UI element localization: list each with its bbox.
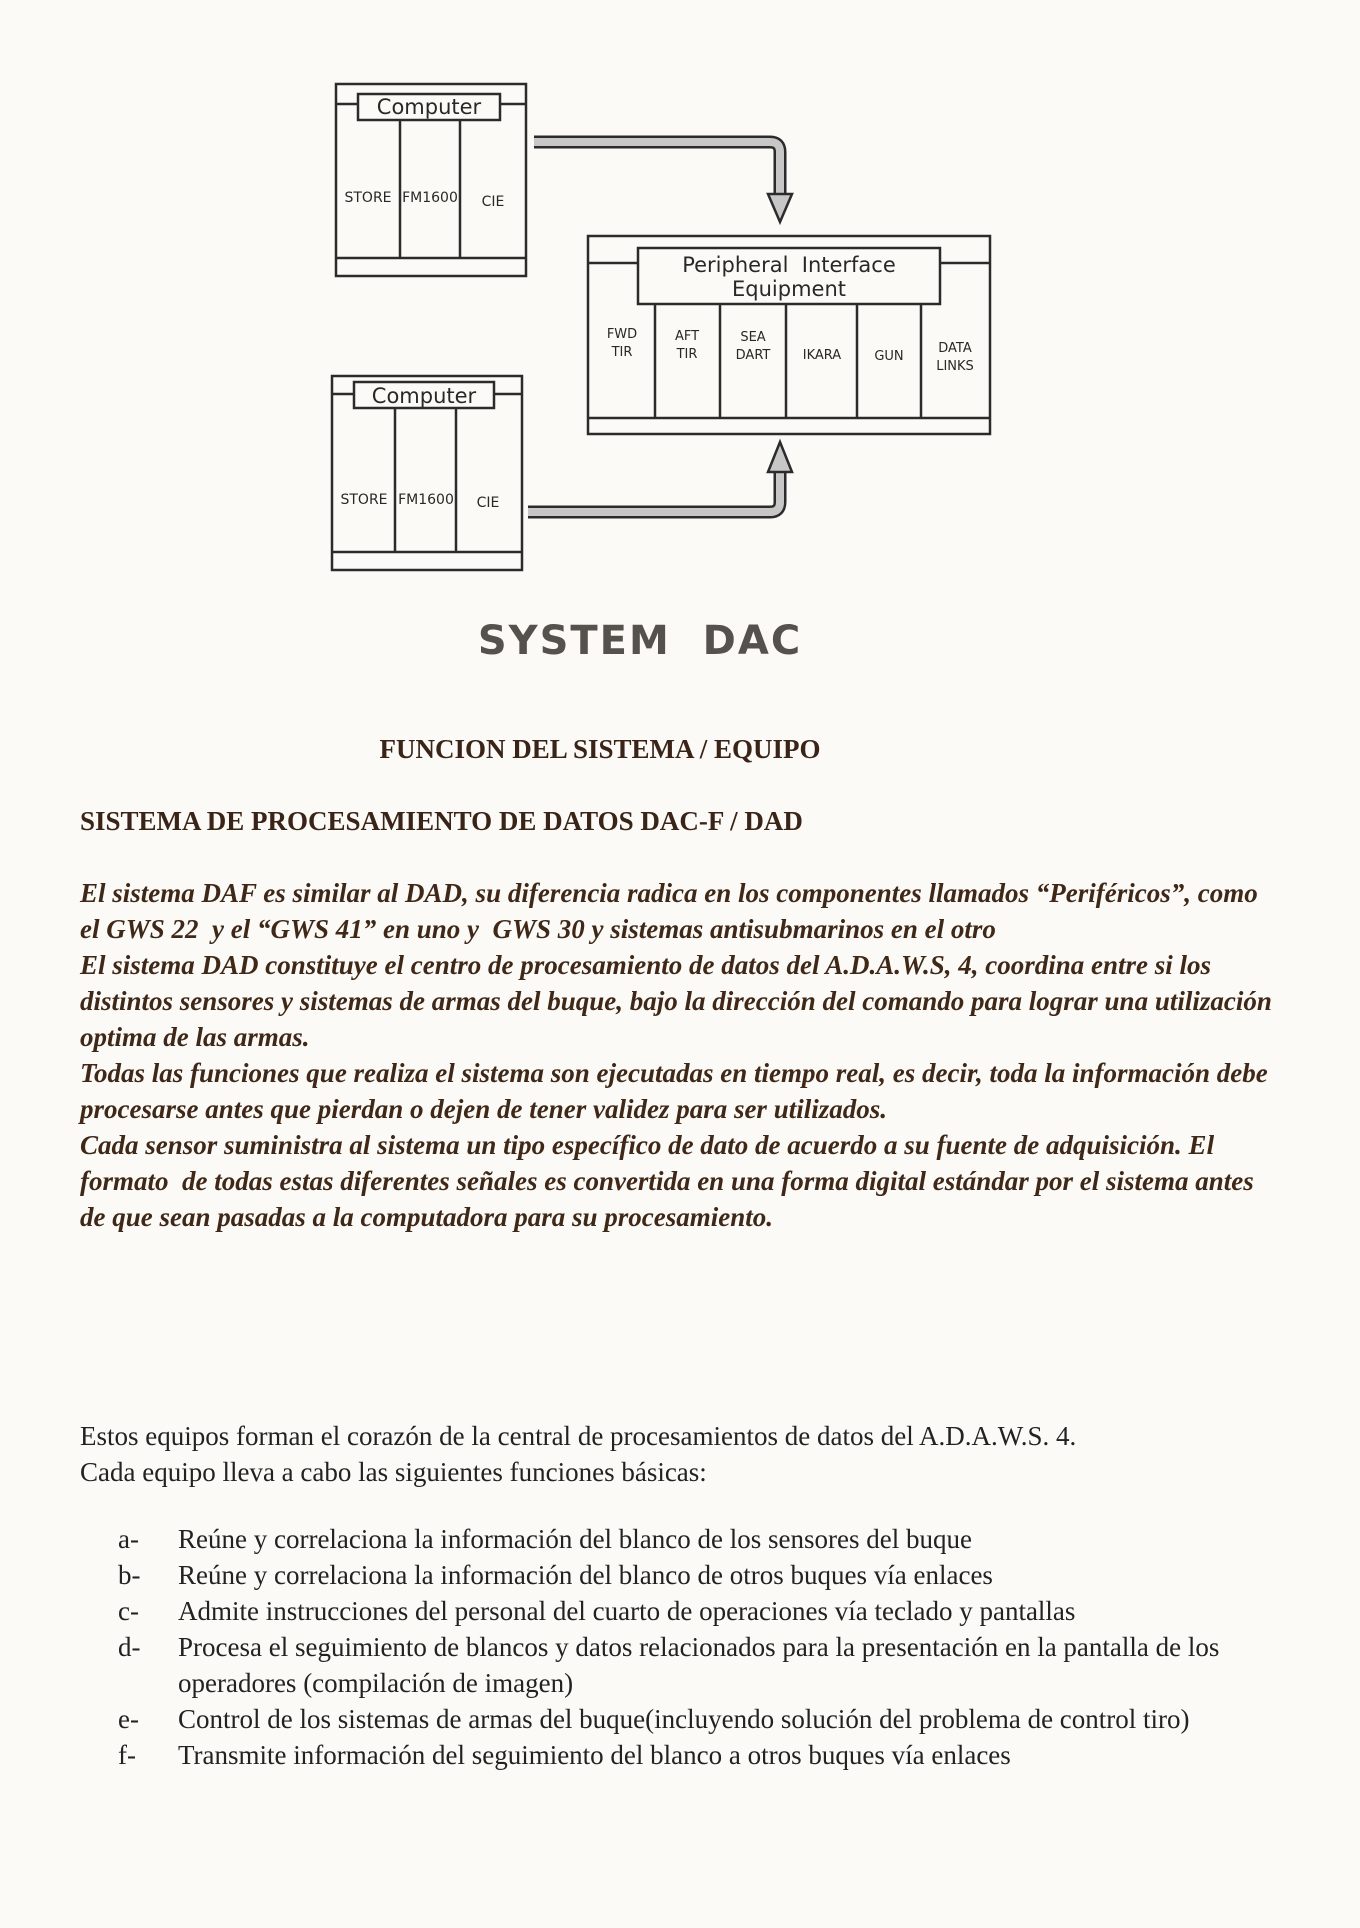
computer-bottom-fm1600: FM1600 [398,492,454,508]
computer-top-store: STORE [344,190,392,206]
periph-aft-l2: TIR [676,347,698,362]
function-heading: FUNCION DEL SISTEMA / EQUIPO [379,734,821,764]
list-letter: e- [118,1704,139,1734]
system-title: SYSTEM DAC [477,618,803,664]
arrow-bottom [528,442,792,512]
computer-top-title: Computer [376,95,482,119]
functions-list [118,1521,1258,1773]
italic-description [80,875,1280,1235]
italic-paragraph: El sistema DAF es similar al DAD, su diferencia radica en los componentes llamados “Periféricos”, como el GWS 22 y el “GWS 41” en uno y GWS 30 y sistemas antisubmarinos en el otro [80,878,1265,944]
list-letter: a- [118,1524,139,1554]
list-text: Reúne y correlaciona la información del blanco de otros buques vía enlaces [178,1560,993,1590]
list-item [118,1737,1258,1773]
list-item [118,1629,1258,1701]
periph-datalinks-l2: LINKS [936,359,974,374]
list-text: Control de los sistemas de armas del buque(incluyendo solución del problema de control tiro) [178,1704,1190,1734]
arrow-top [534,142,792,222]
intro-line: Cada equipo lleva a cabo las siguientes funciones básicas: [80,1457,707,1487]
italic-paragraph: El sistema DAD constituye el centro de procesamiento de datos del A.D.A.W.S, 4, coordina entre si los distintos sensores y sistemas de armas del buque, bajo la dirección del comando para lograr una utilización optima de las armas. [80,950,1272,1052]
list-letter: d- [118,1632,141,1662]
periph-fwd-l1: FWD [606,327,638,342]
computer-top-cie: CIE [481,194,505,210]
computer-bottom-cie: CIE [476,495,500,511]
system-dac-diagram [0,0,1360,600]
periph-seadart-l2: DART [735,348,771,363]
list-item [118,1701,1258,1737]
periph-aft-l1: AFT [674,329,700,344]
computer-bottom-store: STORE [340,492,388,508]
list-text: Procesa el seguimiento de blancos y datos relacionados para la presentación en la pantalla de los operadores (compilación de imagen) [178,1632,1220,1698]
periph-seadart-l1: SEA [740,330,766,345]
periph-datalinks-l1: DATA [938,341,972,356]
list-item [118,1521,1258,1557]
computer-top-fm1600: FM1600 [402,190,458,206]
italic-paragraph: Todas las funciones que realiza el sistema son ejecutadas en tiempo real, es decir, toda la información debe procesarse antes que pierdan o dejen de tener validez para ser utilizados. [80,1058,1268,1124]
periph-fwd-l2: TIR [611,345,633,360]
list-item [118,1557,1258,1593]
periph-ikara: IKARA [802,348,842,363]
italic-paragraph: Cada sensor suministra al sistema un tipo específico de dato de acuerdo a su fuente de adquisición. El formato de todas estas diferentes señales es convertida en una forma digital estándar por el sistema antes de que sean pasadas a la computadora para su procesamiento. [80,1130,1261,1232]
list-text: Reúne y correlaciona la información del blanco de los sensores del buque [178,1524,972,1554]
list-letter: b- [118,1560,141,1590]
list-text: Transmite información del seguimiento del blanco a otros buques vía enlaces [178,1740,1011,1770]
list-text: Admite instrucciones del personal del cuarto de operaciones vía teclado y pantallas [178,1596,1076,1626]
list-item [118,1593,1258,1629]
processing-system-heading: SISTEMA DE PROCESAMIENTO DE DATOS DAC-F / DAD [80,806,803,836]
periph-gun: GUN [874,349,904,364]
list-letter: c- [118,1596,139,1626]
peripheral-title-line1: Peripheral Interface [682,253,896,277]
peripheral-title-line2: Equipment [732,277,846,301]
computer-bottom-title: Computer [371,384,477,408]
list-letter: f- [118,1740,136,1770]
intro-line: Estos equipos forman el corazón de la central de procesamientos de datos del A.D.A.W.S. 4. [80,1421,1077,1451]
intro-text [80,1418,1280,1490]
